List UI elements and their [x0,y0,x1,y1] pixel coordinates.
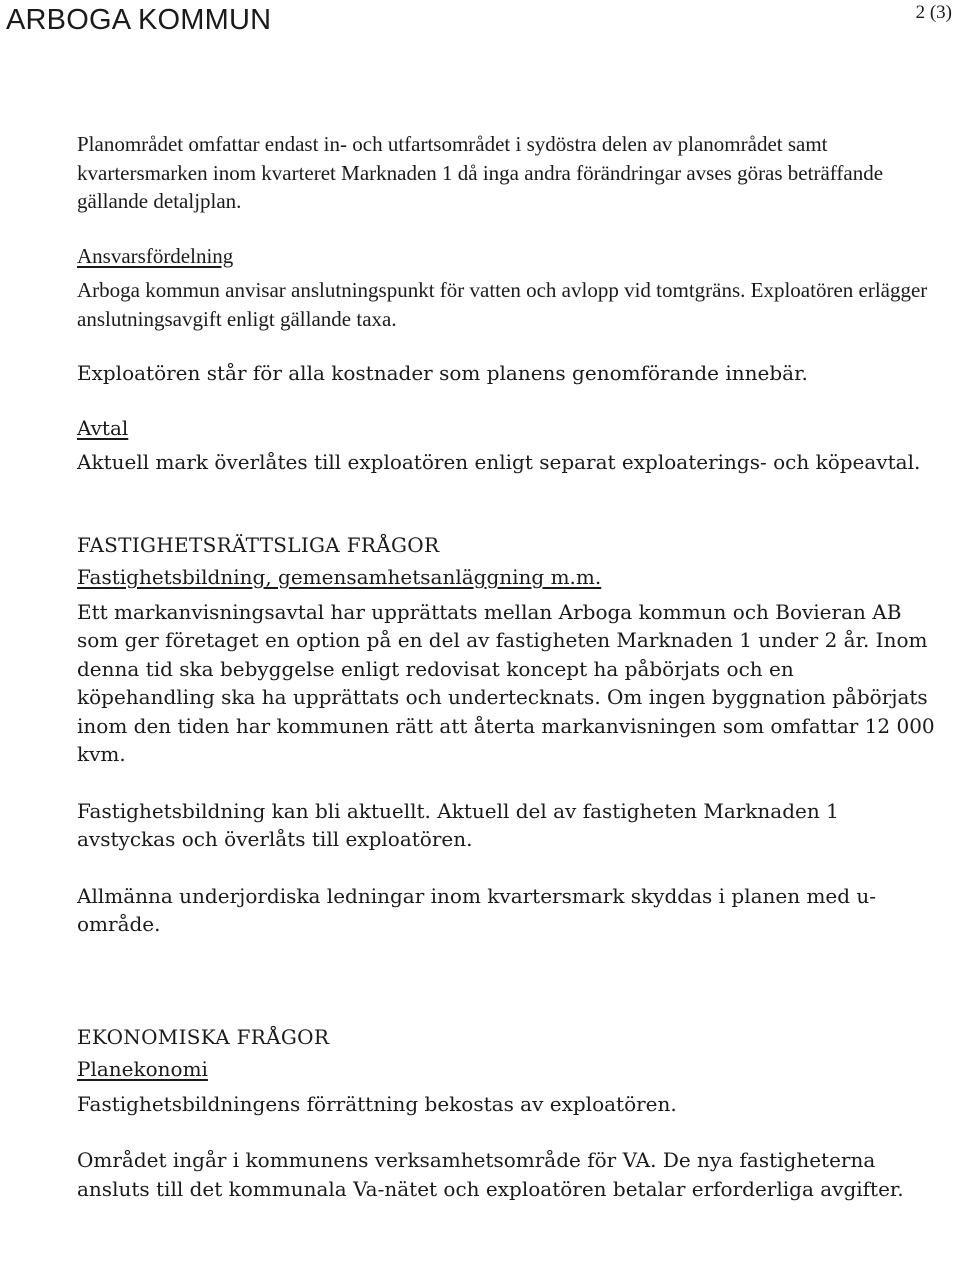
intro-paragraph: Planområdet omfattar endast in- och utfartsområdet i sydöstra delen av planområdet samt kvartersmarken inom kvarteret Marknaden 1 då inga andra förändringar avses göras beträffande gällande detaljplan. [77,132,884,213]
page-header [0,0,960,50]
avtal-heading: Avtal [77,415,129,440]
planekonomi-heading: Planekonomi [77,1057,208,1081]
page-number: 2 (3) [915,2,952,23]
ekonomiska-section-title: EKONOMISKA FRÅGOR [77,1024,330,1049]
ansvarsfordelning-paragraph: Arboga kommun anvisar anslutningspunkt för vatten och avlopp vid tomtgräns. Exploatören erlägger anslutningsavgift enligt gällande taxa. [77,278,928,331]
ledningar-paragraph: Allmänna underjordiska ledningar inom kvartersmark skyddas i planen med u-område. [77,883,877,936]
kostnader-paragraph: Exploatören står för alla kostnader som planens genomförande innebär. [77,361,808,385]
fastighetsbildning-paragraph: Fastighetsbildning kan bli aktuellt. Aktuell del av fastigheten Marknaden 1 avstyckas och överlåts till exploatören. [77,798,839,851]
avtal-paragraph: Aktuell mark överlåtes till exploatören enligt separat exploaterings- och köpeavtal. [77,450,921,474]
markanvisning-paragraph: Ett markanvisningsavtal har upprättats mellan Arboga kommun och Bovieran AB som ger företaget en option på en del av fastigheten Marknaden 1 under 2 år. Inom denna tid ska bebyggelse enligt redovisat koncept ha påbörjats och en köpehandling ska ha upprättats och undertecknats. Om ingen byggnation påbörjats inom den tiden har kommunen rätt att återta markanvisningen som omfattar 12 000 kvm. [77,599,935,766]
document-body [77,130,937,1203]
va-paragraph: Området ingår i kommunens verksamhetsområde för VA. De nya fastigheterna ansluts till det kommunala Va-nätet och exploatören betalar erforderliga avgifter. [77,1148,904,1201]
ansvarsfordelning-heading: Ansvarsfördelning [77,243,234,268]
arboga-kommun-logo: ARBOGA KOMMUN [6,4,272,36]
fastighetsrattsliga-section-title: FASTIGHETSRÄTTSLIGA FRÅGOR [77,532,440,557]
forrattning-paragraph: Fastighetsbildningens förrättning bekostas av exploatören. [77,1091,677,1116]
fastighetsbildning-heading: Fastighetsbildning, gemensamhetsanläggning m.m. [77,565,602,589]
